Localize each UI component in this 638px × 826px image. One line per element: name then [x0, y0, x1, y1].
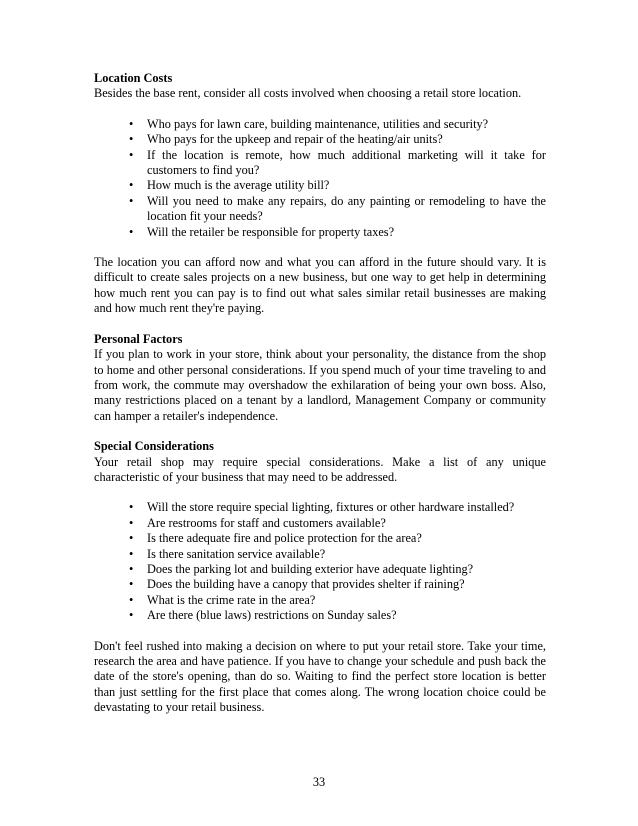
list-item: • What is the crime rate in the area? — [147, 593, 546, 608]
personal-factors-body: If you plan to work in your store, think about your personality, the distance from the shop to home and other personal considerations. If you spend much of your time traveling to and from work, the commute may overshadow the exhilaration of being your own boss. Also, many restrictions placed on a tenant by a landlord, Management Company or community can hamper a retailer's independence. — [94, 347, 546, 423]
location-costs-list — [94, 117, 546, 240]
special-considerations-closing: Don't feel rushed into making a decision on where to put your retail store. Take your time, research the area and have patience. If you have to change your schedule and push back the date of the store's opening, than do so. Waiting to find the perfect store location is better than just settling for the first place that comes along. The wrong location choice could be devastating to your retail business. — [94, 638, 546, 715]
list-item: • If the location is remote, how much additional marketing will it take for customers to find you? — [147, 148, 546, 179]
list-item: • Are restrooms for staff and customers available? — [147, 516, 546, 531]
special-considerations-heading: Special Considerations — [94, 439, 214, 454]
location-costs-intro: Besides the base rent, consider all costs involved when choosing a retail store location. — [94, 86, 522, 101]
list-item: • Are there (blue laws) restrictions on Sunday sales? — [147, 608, 546, 623]
personal-factors-heading: Personal Factors — [94, 331, 183, 346]
list-item: • Who pays for lawn care, building maintenance, utilities and security? — [147, 117, 546, 132]
list-item: • Does the parking lot and building exterior have adequate lighting? — [147, 562, 546, 577]
list-item: • How much is the average utility bill? — [147, 178, 546, 193]
list-item: • Is there sanitation service available? — [147, 547, 546, 562]
list-item: • Will the retailer be responsible for property taxes? — [147, 225, 546, 240]
special-considerations-list — [94, 500, 546, 623]
list-item: • Is there adequate fire and police protection for the area? — [147, 531, 546, 546]
list-item: • Will you need to make any repairs, do any painting or remodeling to have the location fit your needs? — [147, 194, 546, 225]
document-page — [94, 71, 546, 716]
page-number: 33 — [312, 775, 326, 789]
list-item: • Will the store require special lighting, fixtures or other hardware installed? — [147, 500, 546, 515]
location-costs-heading: Location Costs — [94, 71, 173, 85]
list-item: • Who pays for the upkeep and repair of the heating/air units? — [147, 132, 546, 147]
location-costs-closing: The location you can afford now and what you can afford in the future should vary. It is difficult to create sales projects on a new business, but one way to get help in determining how much rent you can pay is to find out what sales similar retail businesses are making and how much rent they're paying. — [94, 255, 546, 316]
list-item: • Does the building have a canopy that provides shelter if raining? — [147, 577, 546, 592]
special-considerations-intro: Your retail shop may require special considerations. Make a list of any unique characteristic of your business that may need to be addressed. — [94, 454, 546, 484]
